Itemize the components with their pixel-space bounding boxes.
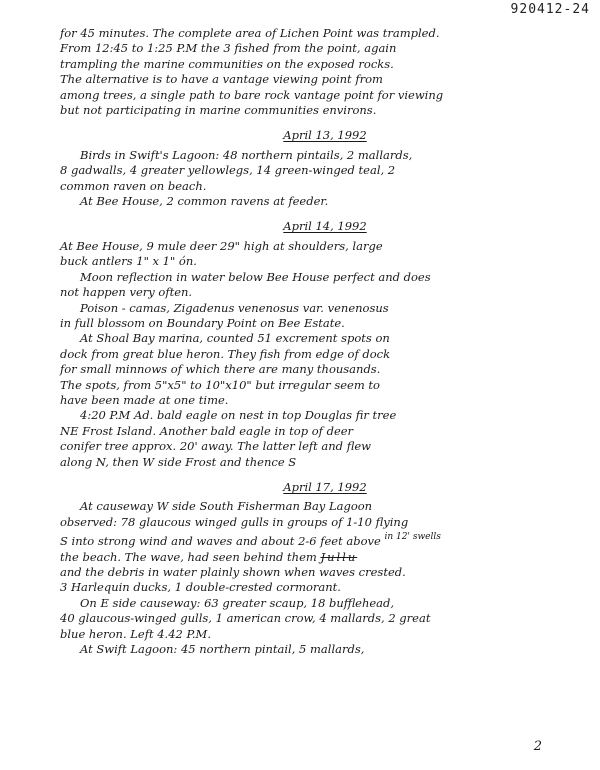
- note-line: Birds in Swift's Lagoon: 48 northern pintails, 2 mallards,: [80, 147, 413, 162]
- note-line: The spots, from 5"x5" to 10"x10" but irregular seem to: [60, 377, 380, 392]
- page-id-stamp: 920412-24: [510, 2, 590, 17]
- note-line: At Shoal Bay marina, counted 51 excrement spots on: [80, 331, 390, 346]
- note-line: in full blossom on Boundary Point on Bee Estate.: [60, 315, 345, 330]
- note-line: trampling the marine communities on the exposed rocks.: [60, 56, 394, 71]
- note-line: [60, 550, 590, 565]
- note-line: On E side causeway: 63 greater scaup, 18 bufflehead,: [80, 595, 395, 610]
- note-line: 4:20 P.M Ad. bald eagle on nest in top Douglas fir tree: [80, 408, 397, 423]
- note-line: At Bee House, 2 common ravens at feeder.: [80, 194, 329, 209]
- note-line: for small minnows of which there are many thousands.: [60, 362, 381, 377]
- note-line: 3 Harlequin ducks, 1 double-crested cormorant.: [60, 580, 341, 595]
- note-line: not happen very often.: [60, 285, 193, 300]
- entry-date: April 13, 1992: [283, 128, 367, 143]
- note-line: 8 gadwalls, 4 greater yellowlegs, 14 green-winged teal, 2: [60, 163, 396, 178]
- note-line: observed: 78 glaucous winged gulls in groups of 1-10 flying: [60, 514, 409, 529]
- note-line: conifer tree approx. 20' away. The latter left and flew: [60, 439, 372, 454]
- page-number: 2: [533, 739, 542, 754]
- note-line: along N, then W side Frost and thence S: [60, 454, 297, 469]
- note-line: buck antlers 1" x 1" ón.: [60, 254, 197, 269]
- entry-body: [60, 239, 590, 470]
- note-line: Moon reflection in water below Bee House perfect and does: [80, 269, 431, 284]
- note-line: The alternative is to have a vantage viewing point from: [60, 72, 383, 87]
- entry-body: [60, 499, 590, 657]
- note-line: At Swift Lagoon: 45 northern pintail, 5 mallards,: [80, 642, 365, 657]
- note-line: Poison - camas, Zigadenus venenosus var. venenosus: [80, 300, 389, 315]
- note-line: 40 glaucous-winged gulls, 1 american crow, 4 mallards, 2 great: [60, 611, 431, 626]
- struck-out-word: Jullu: [320, 549, 358, 564]
- entry-date: April 17, 1992: [283, 479, 367, 494]
- note-line: blue heron. Left 4.42 P.M.: [60, 626, 211, 641]
- note-line: NE Frost Island. Another bald eagle in top of deer: [60, 423, 354, 438]
- entry-body: [60, 148, 590, 210]
- note-line: common raven on beach.: [60, 178, 207, 193]
- note-text: S into strong wind and waves and about 2-6 feet above: [60, 534, 381, 549]
- note-line: among trees, a single path to bare rock vantage point for viewing: [60, 87, 444, 102]
- note-line: and the debris in water plainly shown when waves crested.: [60, 565, 406, 579]
- note-line: At causeway W side South Fisherman Bay Lagoon: [80, 499, 373, 514]
- note-line: [60, 530, 590, 549]
- note-line: have been made at one time.: [60, 392, 229, 407]
- entry-date: April 14, 1992: [283, 219, 367, 234]
- intro-paragraph: [60, 26, 590, 118]
- note-line: dock from great blue heron. They fish from edge of dock: [60, 346, 391, 361]
- inserted-annotation: in 12' swells: [384, 532, 441, 543]
- note-line: At Bee House, 9 mule deer 29" high at shoulders, large: [60, 238, 383, 253]
- note-line: but not participating in marine communities environs.: [60, 103, 377, 118]
- note-line: From 12:45 to 1:25 P.M the 3 fished from the point, again: [60, 41, 397, 56]
- handwritten-notes: [60, 26, 590, 657]
- note-text: the beach. The wave, had seen behind them: [60, 549, 317, 564]
- note-line: for 45 minutes. The complete area of Lichen Point was trampled.: [60, 26, 440, 40]
